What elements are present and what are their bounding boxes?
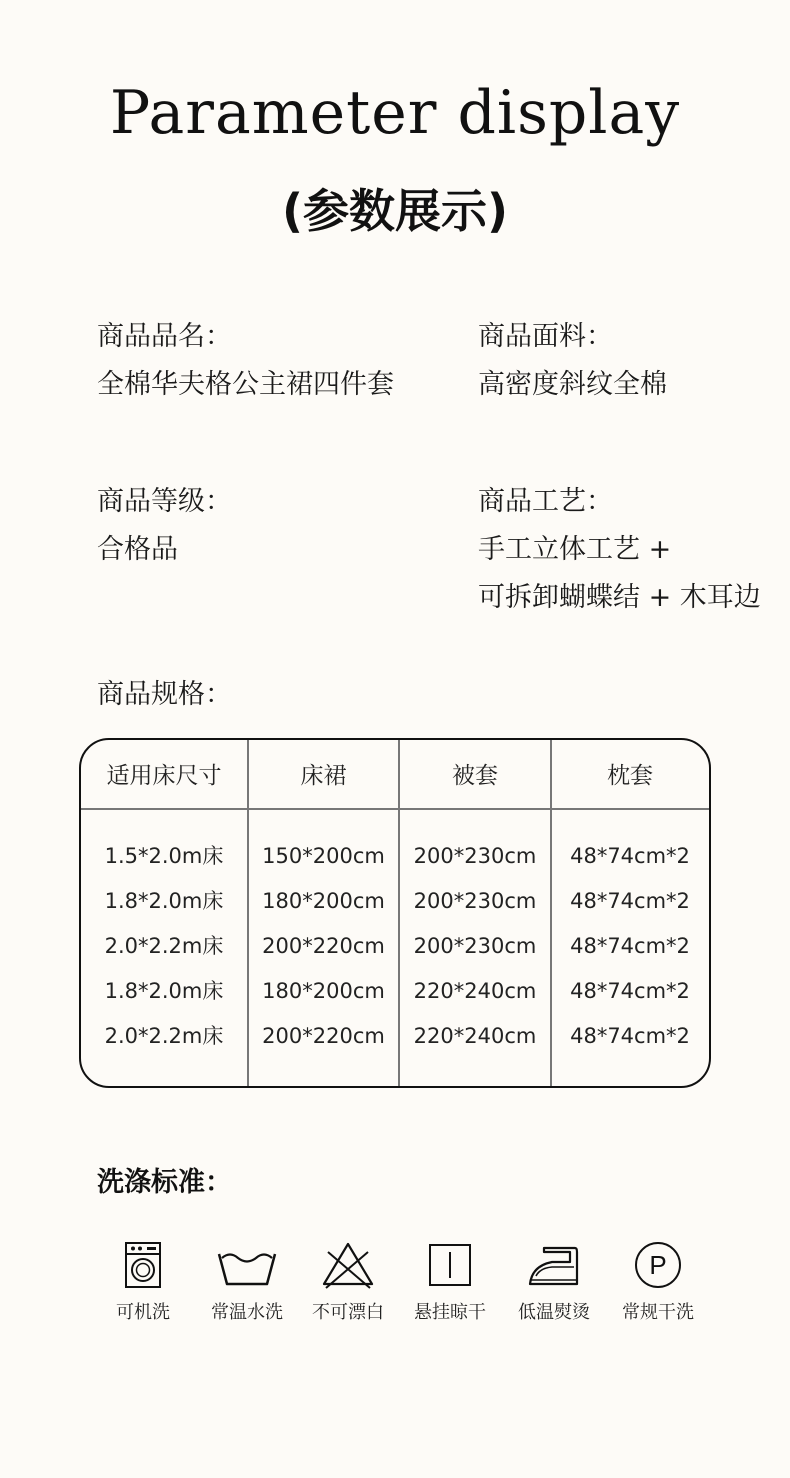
- wash-item-label: 常规干洗: [622, 1302, 694, 1323]
- table-cell: 220*240cm: [413, 1024, 537, 1048]
- table-cell: 180*200cm: [262, 889, 385, 913]
- table-cell: 48*74cm*2: [570, 979, 690, 1003]
- iron-low-icon: [526, 1240, 582, 1290]
- table-cell: 200*230cm: [413, 889, 537, 913]
- table-column-duvet: [400, 834, 550, 1059]
- table-header-bed-size: 适用床尺寸: [106, 763, 222, 789]
- table-header-pillowcase: 枕套: [607, 763, 653, 789]
- wash-item-hang-dry: [395, 1240, 505, 1324]
- sizes-label: 商品规格：: [97, 679, 232, 710]
- wash-item-normal-temp: [192, 1240, 302, 1324]
- table-cell: 200*220cm: [262, 934, 385, 958]
- wash-item-dry-clean: [603, 1240, 713, 1324]
- field-value-line2: 可拆卸蝴蝶结 + 木耳边: [478, 582, 761, 613]
- page-title-en: Parameter display: [109, 78, 681, 148]
- table-column-bed-skirt: [249, 834, 398, 1059]
- field-value: 高密度斜纹全棉: [478, 369, 667, 400]
- field-label: 商品等级：: [97, 486, 232, 517]
- wash-item-iron-low: [499, 1240, 609, 1324]
- table-cell: 200*220cm: [262, 1024, 385, 1048]
- wash-item-label: 可机洗: [116, 1302, 170, 1323]
- wash-item-label: 常温水洗: [211, 1302, 283, 1323]
- wash-basin-icon: [216, 1240, 278, 1290]
- table-cell: 1.8*2.0m床: [104, 889, 224, 913]
- field-fabric: [478, 313, 667, 409]
- washing-label: 洗涤标准：: [97, 1167, 232, 1198]
- field-value: 合格品: [97, 534, 178, 565]
- washing-machine-icon: [123, 1240, 163, 1290]
- table-header-divider: [81, 808, 709, 810]
- dry-clean-p-icon: [633, 1240, 683, 1290]
- no-bleach-icon: [320, 1240, 376, 1290]
- field-grade: [97, 478, 232, 574]
- table-cell: 2.0*2.2m床: [104, 1024, 224, 1048]
- table-header-bed-skirt: 床裙: [300, 763, 347, 789]
- table-cell: 150*200cm: [262, 844, 385, 868]
- field-label: 商品品名：: [97, 321, 232, 352]
- wash-item-no-bleach: [293, 1240, 403, 1324]
- wash-item-machine: [88, 1240, 198, 1324]
- table-column-pillowcase: [552, 834, 708, 1059]
- dry-clean-symbol: P: [649, 1250, 667, 1280]
- field-value: 全棉华夫格公主裙四件套: [97, 369, 394, 400]
- table-cell: 48*74cm*2: [570, 844, 690, 868]
- table-cell: 48*74cm*2: [570, 934, 690, 958]
- wash-item-label: 不可漂白: [312, 1302, 384, 1323]
- table-cell: 200*230cm: [413, 934, 537, 958]
- wash-item-label: 低温熨烫: [518, 1302, 590, 1323]
- field-product-name: [97, 313, 394, 409]
- table-header-duvet: 被套: [452, 763, 498, 789]
- hang-dry-icon: [425, 1240, 475, 1290]
- field-label: 商品工艺：: [478, 486, 613, 517]
- wash-item-label: 悬挂晾干: [414, 1302, 486, 1323]
- table-cell: 2.0*2.2m床: [104, 934, 224, 958]
- table-cell: 180*200cm: [262, 979, 385, 1003]
- table-cell: 1.5*2.0m床: [104, 844, 224, 868]
- size-table: [79, 738, 711, 1088]
- table-cell: 48*74cm*2: [570, 1024, 690, 1048]
- field-craft: [478, 478, 761, 622]
- table-cell: 1.8*2.0m床: [104, 979, 224, 1003]
- field-label: 商品面料：: [478, 321, 613, 352]
- table-cell: 200*230cm: [413, 844, 537, 868]
- table-cell: 220*240cm: [413, 979, 537, 1003]
- table-cell: 48*74cm*2: [570, 889, 690, 913]
- field-value-line1: 手工立体工艺 +: [478, 534, 672, 565]
- page-title-cn: (参数展示): [281, 184, 509, 238]
- table-column-bed-size: [81, 834, 247, 1059]
